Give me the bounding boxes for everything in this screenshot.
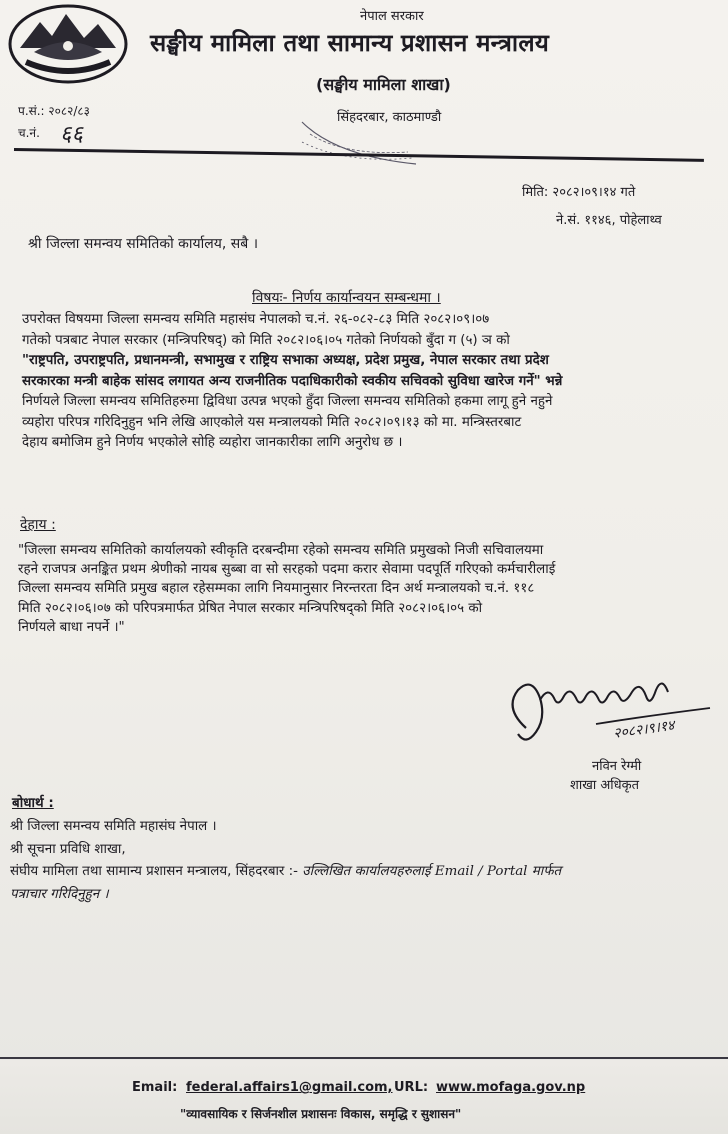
quote-line: मिति २०८२।०६।०७ को परिपत्रमार्फत प्रेषित नेपाल सरकार मन्त्रिपरिषद्को मिति २०८२।०६।०५ को [18, 600, 483, 616]
branch-name: (सङ्घीय मामिला शाखा) [316, 75, 451, 94]
cc-item-main: संघीय मामिला तथा सामान्य प्रशासन मन्त्रालय, सिंहदरबार :- [10, 864, 303, 879]
cc-item: श्री जिल्ला समन्वय समिति महासंघ नेपाल । [10, 819, 217, 834]
dispatch-number-value: ६६ [60, 122, 83, 147]
cc-item-instruction: उल्लिखित कार्यालयहरुलाई Email / Portal मार्फत [302, 864, 562, 879]
footer-motto: "व्यावसायिक र सिर्जनशील प्रशासनः विकास, समृद्धि र सुशासन" [180, 1107, 462, 1121]
body-line: "राष्ट्रपति, उपराष्ट्रपति, प्रधानमन्त्री, सभामुख र राष्ट्रिय सभाका अध्यक्ष, प्रदेश प्रमुख, नेपाल सरकार तथा प्रदेश [22, 353, 549, 368]
signer-name: नविन रेग्मी [592, 759, 642, 774]
letter-footer [0, 1060, 728, 1134]
letter-date: मिति: २०८२।०९।१४ गते [522, 185, 636, 200]
footer-divider [0, 1057, 728, 1059]
email-label: Email: [132, 1080, 178, 1095]
cc-item: श्री सूचना प्रविधि शाखा, [10, 841, 126, 857]
cc-item-instruction-cont: पत्राचार गरिदिनुहुन । [10, 886, 109, 902]
quote-line: निर्णयले बाधा नपर्ने ।" [18, 619, 125, 635]
website-link[interactable]: www.mofaga.gov.np [436, 1080, 586, 1095]
location-text: सिंहदरबार, काठमाण्डौ [337, 110, 442, 125]
nepal-emblem-icon [6, 2, 130, 84]
dehaya-heading: देहाय : [20, 517, 56, 533]
url-label: URL: [394, 1080, 429, 1095]
quote-line: "जिल्ला समन्वय समितिको कार्यालयको स्वीकृति दरबन्दीमा रहेको समन्वय समिति प्रमुखको निजी सचिवालयमा [18, 543, 544, 558]
svg-text:२०८२।९।१४: २०८२।९।१४ [612, 717, 676, 742]
body-line: उपरोक्त विषयमा जिल्ला समन्वय समिति महासंघ नेपालको च.नं. २६-०८२-८३ मिति २०८२।०९।०७ [22, 312, 490, 327]
body-line: गतेको पत्रबाट नेपाल सरकार (मन्त्रिपरिषद्) को मिति २०८२।०६।०५ गतेको निर्णयको बुँदा ग (५) ञ को [22, 332, 510, 348]
addressee: श्री जिल्ला समन्वय समितिको कार्यालय, सबै । [28, 236, 259, 252]
letter-body [22, 310, 704, 454]
dispatch-number-label: च.नं. [18, 126, 40, 140]
signer-title: शाखा अधिकृत [570, 778, 640, 793]
ministry-title: सङ्घीय मामिला तथा सामान्य प्रशासन मन्त्रालय [150, 29, 549, 57]
nepal-sambat-date: ने.सं. ११४६, पोहेलाथ्व [556, 213, 662, 228]
body-line: व्यहोरा परिपत्र गरिदिनुहुन भनि लेखि आएकोले यस मन्त्रालयको मिति २०८२।०९।१३ को मा. मन्त्रिस्तरबाट [22, 414, 522, 430]
government-name: नेपाल सरकार [360, 9, 424, 24]
reference-number: प.सं.: २०८२/८३ [18, 104, 90, 118]
decision-quote [18, 541, 708, 637]
body-line: सरकारका मन्त्री बाहेक सांसद लगायत अन्य राजनीतिक पदाधिकारीको स्वकीय सचिवको सुविधा खारेज गर्ने" भन्ने [22, 373, 563, 389]
cc-item [10, 861, 720, 884]
cc-heading: बोधार्थ : [12, 795, 54, 811]
quote-line: रहने राजपत्र अनङ्कित प्रथम श्रेणीको नायब सुब्बा वा सो सरहको पदमा करार सेवामा पदपूर्ति गरिएको कर्मचारीलाई [18, 562, 556, 578]
body-line: देहाय बमोजिम हुने निर्णय भएकोले सोहि व्यहोरा जानकारीका लागि अनुरोध छ । [22, 435, 403, 450]
email-link[interactable]: federal.affairs1@gmail.com, [186, 1080, 393, 1095]
handwritten-signature [496, 668, 728, 758]
subject-line: विषयः- निर्णय कार्यान्वयन सम्बन्धमा । [252, 290, 441, 306]
body-line: निर्णयले जिल्ला समन्वय समितिहरुमा द्विविधा उत्पन्न भएको हुँदा जिल्ला समन्वय समितिको हकमा लागू हुने नहुने [22, 394, 553, 409]
quote-line: जिल्ला समन्वय समिति प्रमुख बहाल रहेसम्मका लागि नियमानुसार निरन्तरता दिन अर्थ मन्त्रालयको च.नं. ११८ [18, 581, 535, 597]
cc-list [10, 816, 720, 906]
